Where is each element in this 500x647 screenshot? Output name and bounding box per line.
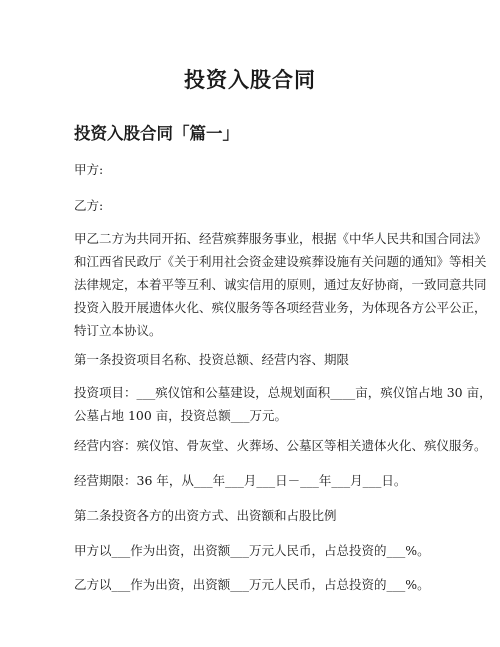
article-2-title: 第二条投资各方的出资方式、出资额和占股比例 [74,508,337,523]
party-a-contribution-line: 甲方以___作为出资，出资额___万元人民币，占总投资的___%。 [74,543,430,558]
preamble-line: 和江西省民政厅《关于利用社会资金建设殡葬设施有关问题的通知》等相关 [74,254,487,269]
party-b-contribution-line: 乙方以___作为出资，出资额___万元人民币，占总投资的___%。 [74,577,430,592]
article-1-title: 第一条投资项目名称、投资总额、经营内容、期限 [74,352,350,367]
preamble-paragraph [74,227,487,342]
preamble-line: 特订立本协议。 [74,323,162,338]
preamble-line: 甲乙二方为共同开拓、经营殡葬服务事业，根据《中华人民共和国合同法》 [74,231,487,246]
preamble-line: 法律规定，本着平等互利、诚实信用的原则，通过友好协商，一致同意共同 [74,277,487,292]
investment-project-line: 投资项目：___殡仪馆和公墓建设，总规划面积____亩，殡仪馆占地 30 亩， [74,385,492,400]
document-title: 投资入股合同 [184,67,316,92]
preamble-line: 投资入股开展遗体火化、殡仪服务等各项经营业务，为体现各方公平公正， [74,300,487,315]
investment-project-paragraph [74,381,492,427]
party-b-line: 乙方: [74,198,104,213]
investment-project-line: 公墓占地 100 亩，投资总额___万元。 [74,408,288,423]
party-a-line: 甲方: [74,162,104,177]
section-heading: 投资入股合同「篇一」 [74,124,239,143]
business-content-line: 经营内容：殡仪馆、骨灰堂、火葬场、公墓区等相关遗体火化、殡仪服务。 [74,438,487,453]
business-term-line: 经营期限：36 年，从___年___月___日－___年___月___日。 [74,473,407,488]
